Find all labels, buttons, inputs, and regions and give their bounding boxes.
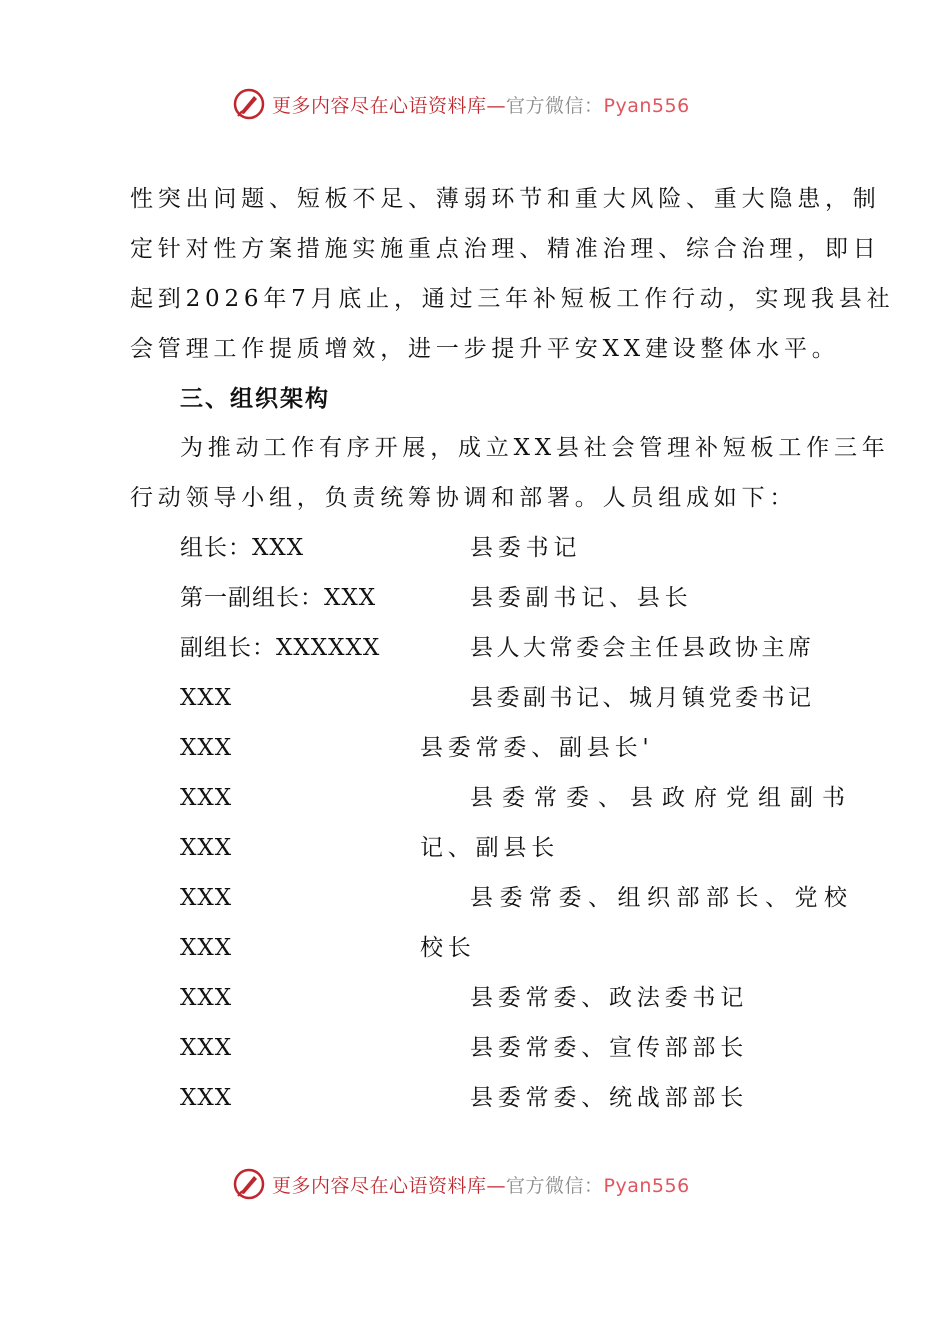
member-role: 县委常委、政法委书记 bbox=[470, 985, 748, 1011]
paragraph-line: 会管理工作提质增效，进一步提升平安XX建设整体水平。 bbox=[130, 336, 840, 362]
member-name: 组长：XXX bbox=[180, 535, 305, 561]
member-name: XXX bbox=[180, 735, 233, 761]
member-name: 第一副组长：XXX bbox=[180, 585, 377, 611]
member-name: XXX bbox=[180, 685, 233, 711]
member-role: 县委副书记、县长 bbox=[470, 585, 693, 611]
watermark-prefix: 更多内容尽在心语资料库— bbox=[272, 1174, 507, 1197]
paragraph-line: 为推动工作有序开展，成立XX县社会管理补短板工作三年 bbox=[180, 435, 890, 461]
watermark-text bbox=[272, 91, 690, 118]
member-name: XXX bbox=[180, 885, 233, 911]
member-name: XXX bbox=[180, 1035, 233, 1061]
member-role: 县委副书记、城月镇党委书记 bbox=[470, 685, 815, 711]
member-role: 县委书记 bbox=[470, 535, 582, 561]
watermark-prefix: 更多内容尽在心语资料库— bbox=[272, 94, 507, 117]
watermark-banner-top bbox=[232, 86, 752, 122]
member-role: 县委常委、宣传部部长 bbox=[470, 1035, 748, 1061]
member-name: XXX bbox=[180, 835, 233, 861]
quill-logo-icon bbox=[232, 87, 266, 121]
paragraph-line: 定针对性方案措施实施重点治理、精准治理、综合治理，即日 bbox=[130, 236, 881, 262]
member-role: 县委常委、副县长' bbox=[420, 735, 654, 761]
paragraph-line: 行动领导小组，负责统筹协调和部署。人员组成如下： bbox=[130, 485, 798, 511]
member-role: 县委常委、统战部部长 bbox=[470, 1085, 748, 1111]
member-name: 副组长：XXXXXX bbox=[180, 635, 381, 661]
paragraph-line: 性突出问题、短板不足、薄弱环节和重大风险、重大隐患，制 bbox=[130, 186, 881, 212]
member-name: XXX bbox=[180, 1085, 233, 1111]
member-role: 县委常委、组织部部长、党校 bbox=[470, 885, 854, 911]
watermark-text bbox=[272, 1171, 690, 1198]
watermark-wechat-id: Pyan556 bbox=[603, 1174, 690, 1197]
member-role: 记、副县长 bbox=[420, 835, 559, 861]
member-role: 县人大常委会主任县政协主席 bbox=[470, 635, 815, 661]
watermark-wechat-label: 官方微信： bbox=[506, 1174, 604, 1197]
quill-logo-icon bbox=[232, 1167, 266, 1201]
watermark-wechat-label: 官方微信： bbox=[506, 94, 604, 117]
member-name: XXX bbox=[180, 935, 233, 961]
member-role: 县委常委、县政府党组副书 bbox=[470, 785, 854, 811]
member-name: XXX bbox=[180, 785, 233, 811]
section-heading: 三、组织架构 bbox=[180, 386, 330, 412]
member-role: 校长 bbox=[420, 935, 476, 961]
watermark-wechat-id: Pyan556 bbox=[603, 94, 690, 117]
paragraph-line: 起到2026年7月底止，通过三年补短板工作行动，实现我县社 bbox=[130, 286, 895, 312]
member-name: XXX bbox=[180, 985, 233, 1011]
watermark-banner-bottom bbox=[232, 1166, 752, 1202]
